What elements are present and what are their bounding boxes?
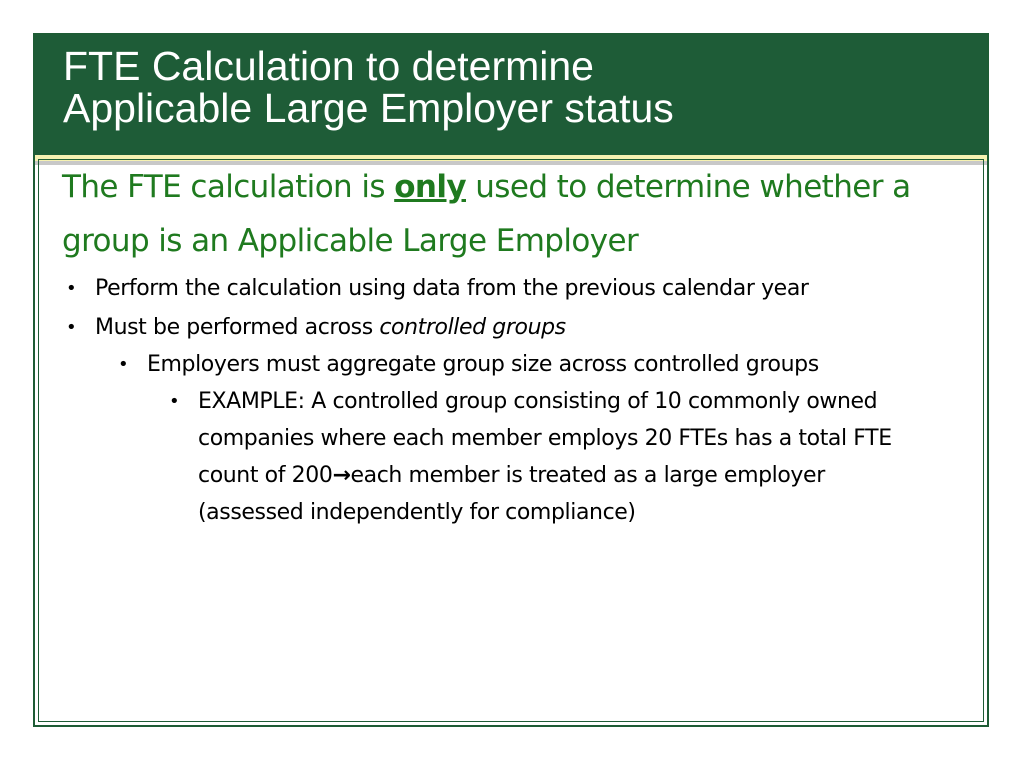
bullet-item — [62, 309, 952, 346]
bullet-text: Must be performed across — [95, 315, 380, 340]
sub-bullet-item — [62, 346, 952, 383]
example-text-after: each member is treated as a large employer (assessed independently for compliance) — [198, 463, 825, 525]
lead-text-after: used to determine whether a group is an Applicable Large Employer — [62, 169, 911, 259]
bullet-glyph: • — [118, 354, 129, 375]
slide-body — [62, 160, 952, 531]
bullet-glyph: • — [66, 317, 77, 338]
lead-text-before: The FTE calculation is — [62, 169, 395, 205]
title-bar — [35, 35, 987, 155]
bullet-glyph: • — [66, 278, 77, 299]
slide-title — [63, 45, 963, 129]
lead-emphasis: only — [394, 169, 466, 205]
title-line-1: FTE Calculation to determine — [63, 43, 594, 89]
sub-bullet-text: Employers must aggregate group size across controlled groups — [147, 352, 819, 377]
bullet-text: Perform the calculation using data from the previous calendar year — [95, 276, 809, 301]
example-text-before: EXAMPLE: A controlled group consisting of 10 commonly owned companies where each member employs 20 FTEs has a total FTE count of 200 — [198, 389, 892, 488]
title-line-2: Applicable Large Employer status — [63, 85, 674, 131]
lead-statement — [62, 160, 952, 268]
right-arrow-icon: → — [332, 463, 351, 488]
example-bullet-item — [62, 383, 918, 531]
bullet-glyph: • — [169, 391, 180, 412]
bullet-italic-text: controlled groups — [379, 315, 566, 340]
bullet-item — [62, 270, 952, 307]
